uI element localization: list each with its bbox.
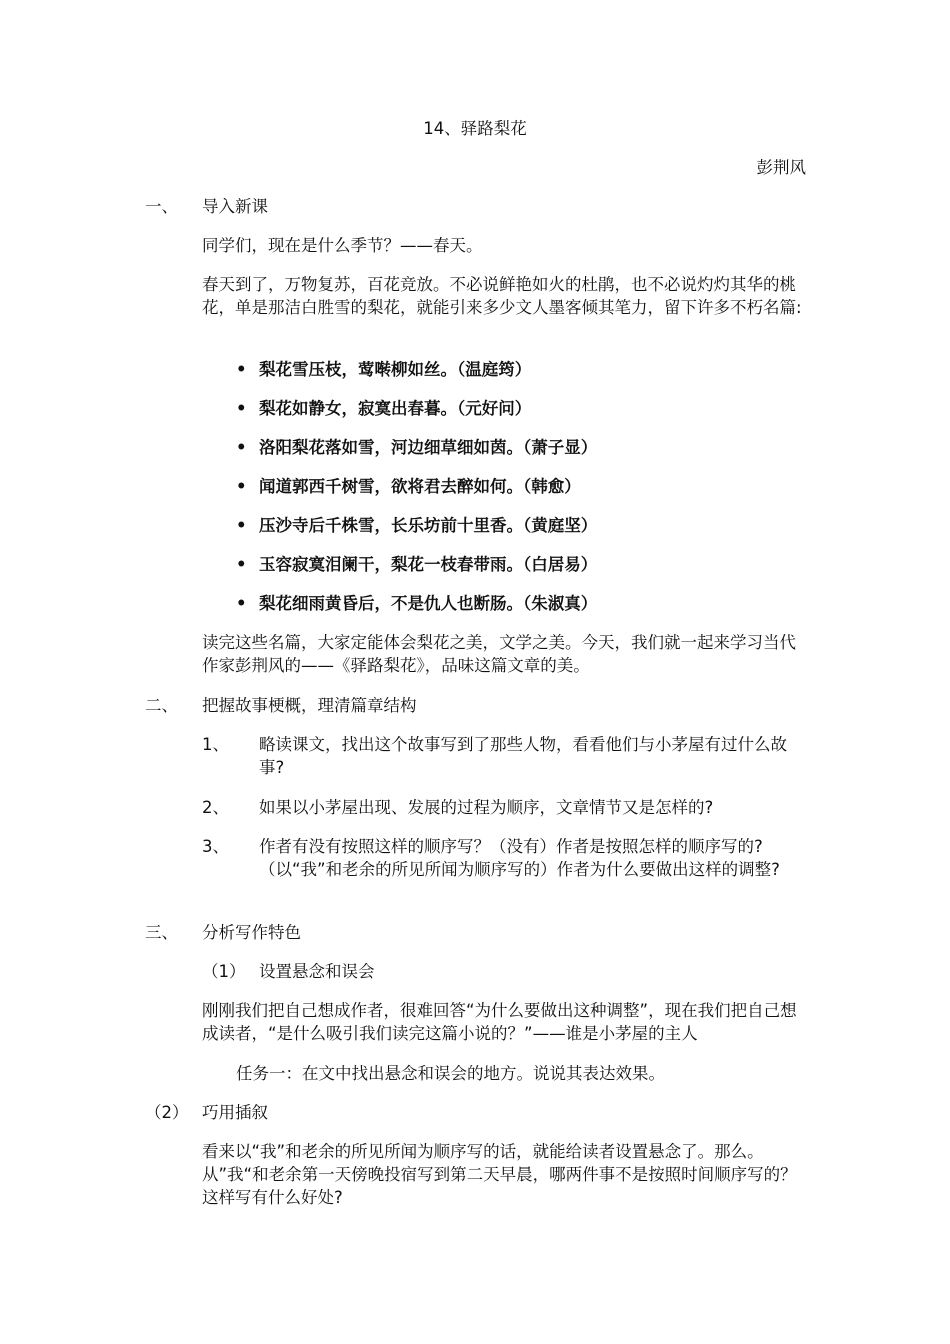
poem-line-7: 梨花细雨黄昏后，不是仇人也断肠。（朱淑真） (259, 594, 598, 613)
subsection1-number: （1） (202, 962, 246, 981)
bullet-marker: • (236, 399, 247, 418)
bullet-marker: • (236, 555, 247, 574)
bullet-marker: • (236, 438, 247, 457)
subsection2-heading: 巧用插叙 (202, 1103, 268, 1122)
section1-heading: 导入新课 (202, 197, 268, 216)
bullet-marker: • (236, 516, 247, 535)
section1-paragraph-3: 读完这些名篇，大家定能体会梨花之美，文学之美。今天，我们就一起来学习当代作家彭荆风的——《驿路梨花》，品味这篇文章的美。 (202, 633, 796, 675)
page-title: 14、驿路梨花 (423, 119, 527, 138)
list-item-number: 3、 (202, 837, 229, 856)
list-item-number: 2、 (202, 798, 229, 817)
section2-heading: 把握故事梗概，理清篇章结构 (202, 696, 417, 715)
list-item-text: 略读课文，找出这个故事写到了那些人物，看看他们与小茅屋有过什么故事? (259, 735, 787, 777)
poem-line-6: 玉容寂寞泪阑干，梨花一枝春带雨。（白居易） (259, 555, 598, 574)
section2-number: 二、 (145, 696, 178, 715)
section1-number: 一、 (145, 197, 178, 216)
section3-paragraph-1: 刚刚我们把自己想成作者，很难回答“为什么要做出这种调整”，现在我们把自己想成读者，“是什么吸引我们读完这篇小说的？”——谁是小茅屋的主人 (202, 1001, 797, 1043)
section3-number: 三、 (145, 923, 178, 942)
poem-line-4: 闻道郭西千树雪，欲将君去醉如何。（韩愈） (259, 477, 581, 496)
poem-line-3: 洛阳梨花落如雪，河边细草细如茵。（萧子显） (259, 438, 598, 457)
section1-paragraph-1: 同学们，现在是什么季节？——春天。 (202, 236, 483, 255)
section3-paragraph-2: 看来以“我”和老余的所见所闻为顺序写的话，就能给读者设置悬念了。那么。从”我“和老余第一天傍晚投宿写到第二天早晨，哪两件事不是按照时间顺序写的？这样写有什么好处? (202, 1142, 797, 1207)
list-item-text: 如果以小茅屋出现、发展的过程为顺序，文章情节又是怎样的? (259, 798, 714, 817)
bullet-marker: • (236, 360, 247, 379)
list-item-number: 1、 (202, 735, 229, 754)
section3-heading: 分析写作特色 (202, 923, 301, 942)
bullet-marker: • (236, 594, 247, 613)
task-one: 任务一：在文中找出悬念和误会的地方。说说其表达效果。 (236, 1064, 665, 1083)
list-item-text: 作者有没有按照这样的顺序写？（没有）作者是按照怎样的顺序写的?（以“我”和老余的所见所闻为顺序写的）作者为什么要做出这样的调整? (259, 837, 780, 879)
subsection1-heading: 设置悬念和误会 (259, 962, 375, 981)
poem-line-5: 压沙寺后千株雪，长乐坊前十里香。（黄庭坚） (259, 516, 598, 535)
section1-paragraph-2: 春天到了，万物复苏，百花竞放。不必说鲜艳如火的杜鹃，也不必说灼灼其华的桃花，单是那洁白胜雪的梨花，就能引来多少文人墨客倾其笔力，留下许多不朽名篇: (202, 275, 802, 317)
subsection2-number: （2） (145, 1103, 189, 1122)
bullet-marker: • (236, 477, 247, 496)
poem-line-1: 梨花雪压枝，莺啭柳如丝。（温庭筠） (259, 360, 532, 379)
author-name: 彭荆风 (756, 158, 806, 177)
poem-line-2: 梨花如静女，寂寞出春暮。（元好问） (259, 399, 532, 418)
